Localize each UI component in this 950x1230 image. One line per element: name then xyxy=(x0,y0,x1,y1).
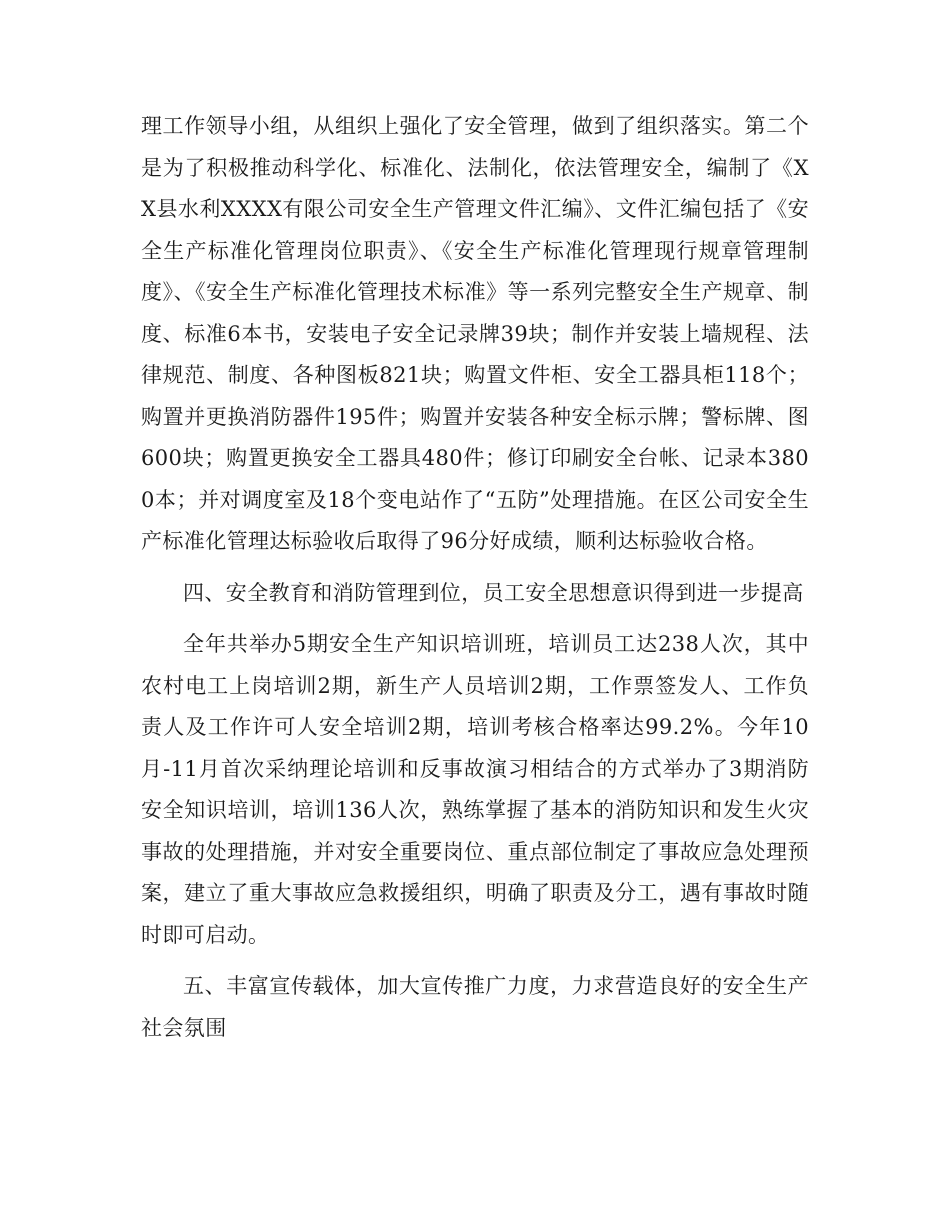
paragraph-continuation: 理工作领导小组，从组织上强化了安全管理，做到了组织落实。第二个是为了积极推动科学化、标准化、法制化，依法管理安全，编制了《XX县水利XXXX有限公司安全生产管理文件汇编》、文件汇编包括了《安全生产标准化管理岗位职责》、《安全生产标准化管理现行规章管理制度》、《安全生产标准化管理技术标准》等一系列完整安全生产规章、制度、标准6本书，安装电子安全记录牌39块；制作并安装上墙规程、法律规范、制度、各种图板821块；购置文件柜、安全工器具柜118个；购置并更换消防器件195件；购置并安装各种安全标示牌；警标牌、图600块；购置更换安全工器具480件；修订印刷安全台帐、记录本3800本；并对调度室及18个变电站作了“五防”处理措施。在区公司安全生产标准化管理达标验收后取得了96分好成绩，顺利达标验收合格。 xyxy=(141,114,809,553)
document-body xyxy=(141,106,809,1049)
section-heading-five: 五、丰富宣传载体，加大宣传推广力度，力求营造良好的安全生产社会氛围 xyxy=(141,974,809,1040)
section-heading-four: 四、安全教育和消防管理到位，员工安全思想意识得到进一步提高 xyxy=(183,580,804,605)
paragraph-training: 全年共举办5期安全生产知识培训班，培训员工达238人次，其中农村电工上岗培训2期，新生产人员培训2期，工作票签发人、工作负责人及工作许可人安全培训2期，培训考核合格率达99.2%。今年10月-11月首次采纳理论培训和反事故演习相结合的方式举办了3期消防安全知识培训，培训136人次，熟练掌握了基本的消防知识和发生火灾事故的处理措施，并对安全重要岗位、重点部位制定了事故应急处理预案，建立了重大事故应急救援组织，明确了职责及分工，遇有事故时随时即可启动。 xyxy=(141,632,809,947)
